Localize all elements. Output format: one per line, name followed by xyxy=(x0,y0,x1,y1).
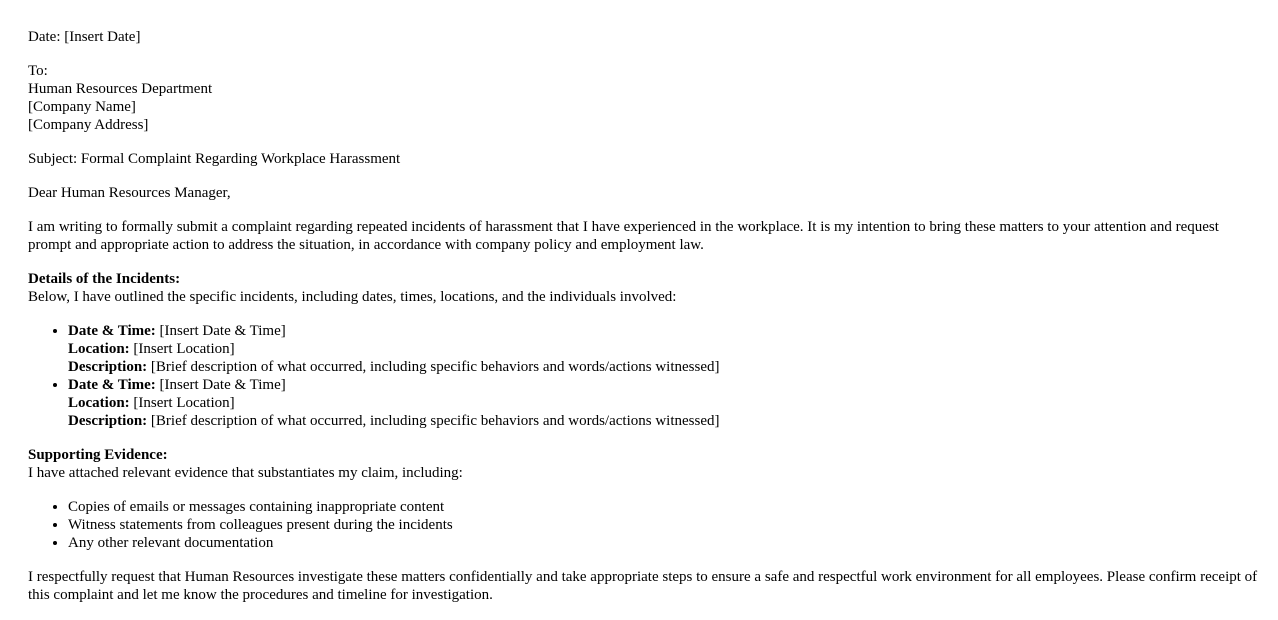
evidence-list xyxy=(28,498,1258,552)
incident-location-value: [Insert Location] xyxy=(129,341,235,357)
incident-description-value: [Brief description of what occurred, including specific behaviors and words/actions witnessed] xyxy=(147,359,720,375)
evidence-heading: Supporting Evidence: xyxy=(28,447,168,463)
letter-salutation: Dear Human Resources Manager, xyxy=(28,185,231,201)
evidence-item: • Witness statements from colleagues present during the incidents xyxy=(68,516,1258,534)
incidents-list xyxy=(28,322,1258,430)
complaint-letter xyxy=(28,28,1258,620)
evidence-intro: I have attached relevant evidence that substantiates my claim, including: xyxy=(28,465,463,481)
incident-datetime-label: Date & Time: xyxy=(68,377,156,393)
incidents-heading: Details of the Incidents: xyxy=(28,271,181,287)
incident-item xyxy=(68,322,1258,376)
incidents-section xyxy=(28,270,1258,306)
letter-intro: I am writing to formally submit a complaint regarding repeated incidents of harassment that I have experienced in the workplace. It is my intention to bring these matters to your attention and request prompt and appropriate action to address the situation, in accordance with company policy and employment law. xyxy=(28,219,1219,253)
incident-location-label: Location: xyxy=(68,341,130,357)
incident-datetime-value: [Insert Date & Time] xyxy=(155,323,286,339)
recipient-company-address: [Company Address] xyxy=(28,117,149,133)
incident-description-label: Description: xyxy=(68,359,148,375)
recipient-company-name: [Company Name] xyxy=(28,99,136,115)
incidents-intro: Below, I have outlined the specific incidents, including dates, times, locations, and the individuals involved: xyxy=(28,289,677,305)
incident-datetime-label: Date & Time: xyxy=(68,323,156,339)
letter-date: Date: [Insert Date] xyxy=(28,29,141,45)
recipient-block xyxy=(28,62,1258,134)
incident-datetime-value: [Insert Date & Time] xyxy=(155,377,286,393)
recipient-department: Human Resources Department xyxy=(28,81,213,97)
evidence-section xyxy=(28,446,1258,482)
evidence-item: • Copies of emails or messages containing inappropriate content xyxy=(68,498,1258,516)
letter-closing: I respectfully request that Human Resources investigate these matters confidentially and take appropriate steps to ensure a safe and respectful work environment for all employees. Please confirm receipt of this complaint and let me know the procedures and timeline for investigation. xyxy=(28,569,1258,603)
to-label: To: xyxy=(28,63,48,79)
incident-location-label: Location: xyxy=(68,395,130,411)
letter-subject: Subject: Formal Complaint Regarding Workplace Harassment xyxy=(28,151,401,167)
evidence-item: • Any other relevant documentation xyxy=(68,534,1258,552)
incident-description-label: Description: xyxy=(68,413,148,429)
incident-item xyxy=(68,376,1258,430)
incident-description-value: [Brief description of what occurred, including specific behaviors and words/actions witnessed] xyxy=(147,413,720,429)
incident-location-value: [Insert Location] xyxy=(129,395,235,411)
